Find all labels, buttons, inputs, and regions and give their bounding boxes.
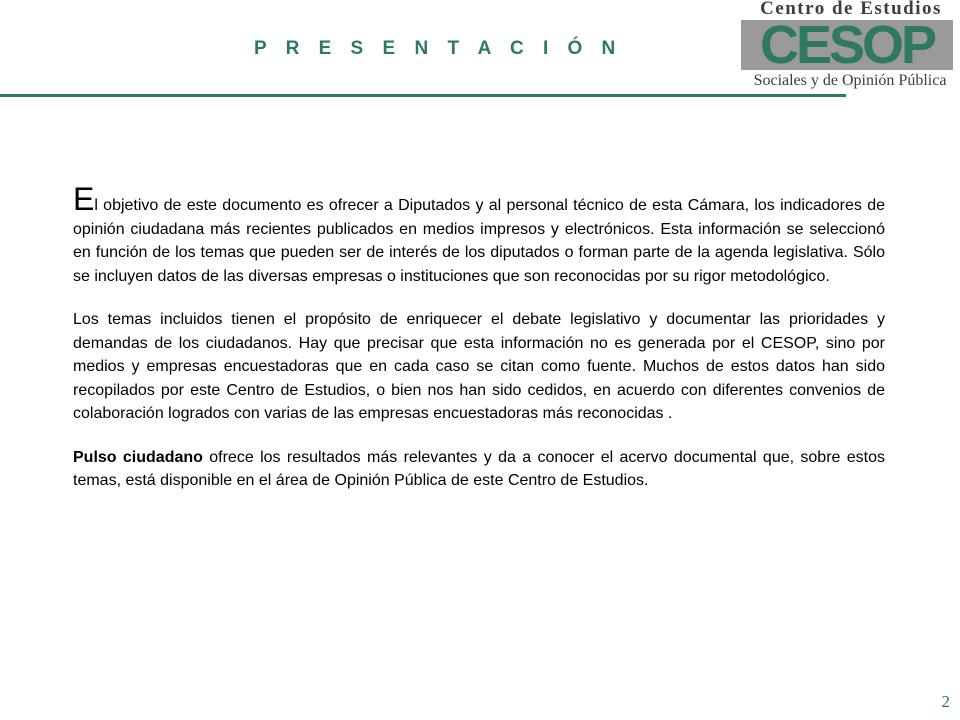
paragraph-1 bbox=[73, 181, 885, 288]
logo-mark-text: CESOP bbox=[759, 20, 935, 70]
page-title: P R E S E N T A C I Ó N bbox=[254, 38, 623, 59]
page-number: 2 bbox=[941, 692, 950, 711]
publication-name: Pulso ciudadano bbox=[73, 448, 203, 466]
paragraph-2: Los temas incluidos tienen el propósito de enriquecer el debate legislativo y documentar las prioridades y demandas de los ciudadanos. Hay que precisar que esta información no es generada por el CESOP, sino por medios y empresas encuestadoras que en cada caso se citan como fuente. Muchos de estos datos han sido recopilados por este Centro de Estudios, o bien nos han sido cedidos, en acuerdo con diferentes convenios de colaboración logrados con varias de las empresas encuestadoras más reconocidas . bbox=[73, 311, 885, 422]
presentation-body bbox=[73, 181, 886, 513]
paragraph-3-text: ofrece los resultados más relevantes y da a conocer el acervo documental que, sobre estos temas, está disponible en el área de Opinión Pública de este Centro de Estudios. bbox=[73, 448, 886, 489]
paragraph-1-text: l objetivo de este documento es ofrecer a Diputados y al personal técnico de esta Cámara, los indicadores de opinión ciudadana más recientes publicados en medios impresos y electrónicos. Esta información se seleccionó en función de los temas que pueden ser de interés de los diputados o forman parte de la agenda legislativa. Sólo se incluyen datos de las diversas empresas o instituciones que son reconocidas por su rigor metodológico. bbox=[73, 197, 885, 285]
logo-mark-box bbox=[741, 20, 953, 70]
logo-top-text: Centro de Estudios bbox=[760, 0, 942, 19]
header-divider bbox=[0, 94, 846, 97]
drop-cap: E bbox=[73, 181, 95, 217]
paragraph-3 bbox=[73, 446, 885, 493]
logo-bottom-text: Sociales y de Opinión Pública bbox=[753, 72, 947, 89]
cesop-logo bbox=[736, 0, 960, 94]
